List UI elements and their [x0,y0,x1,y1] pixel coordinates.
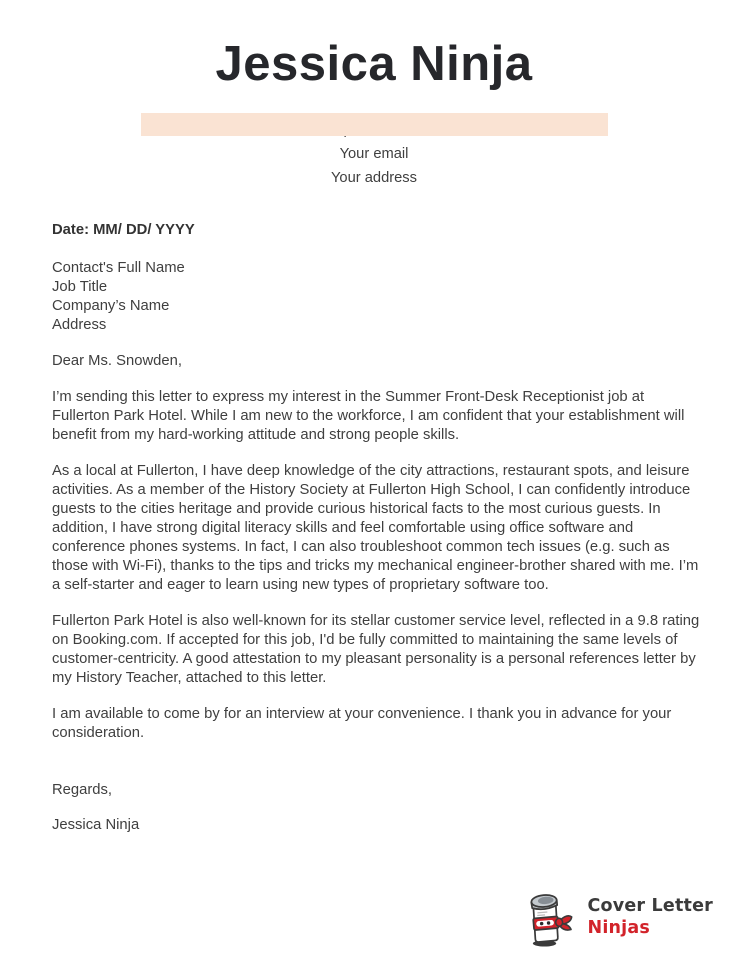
paragraph-company: Fullerton Park Hotel is also well-known for its stellar customer service level, reflected in a 9.8 rating on Booking.com. If accepted for this job, I'd be fully committed to maintaining the same levels of customer-centricity. A good attestation to my pleasant personality is a personal references letter by my History Teacher, attached to this letter. [52,613,700,686]
recipient-job-title: Job Title [52,279,108,295]
brand-logo [522,884,713,950]
recipient-address: Address [52,317,107,333]
salutation: Dear Ms. Snowden, [52,353,182,369]
signature: Jessica Ninja [52,817,140,833]
paragraph-intro: I’m sending this letter to express my interest in the Summer Front-Desk Receptionist job at Fullerton Park Hotel. While I am new to the workforce, I am confident that your establishment will benefit from my hard-working attitude and strong people skills. [52,389,685,443]
recipient-block [52,259,700,335]
brand-line1: Cover Letter [587,896,713,916]
letter-body [0,221,748,835]
paragraph-skills: As a local at Fullerton, I have deep knowledge of the city attractions, restaurant spots, and leisure activities. As a member of the History Society at Fullerton High School, I can confidently introduce guests to the cities heritage and provide curious historical facts to the most curious guests. In addition, I have strong digital literacy skills and feel comfortable using office software and conference phones systems. In fact, I can also troubleshoot common tech issues (e.g. such as those with Wi-Fi), thanks to the tips and tricks my mechanical engineer-brother shared with me. I’m a self-starter and eager to learn using new types of proprietary software too. [52,463,699,593]
title-highlight-band [141,113,608,136]
recipient-name: Contact's Full Name [52,260,185,276]
paragraph-availability: I am available to come by for an interview at your convenience. I thank you in advance for your consideration. [52,706,672,741]
address-placeholder: Your address [330,170,417,186]
letterhead [0,34,748,190]
page-title: Jessica Ninja [215,37,533,91]
date-line: Date: MM/ DD/ YYYY [52,222,195,238]
recipient-company: Company’s Name [52,298,170,314]
email-placeholder: Your email [339,146,409,162]
closing: Regards, [52,782,113,798]
brand-wordmark [587,895,713,939]
brand-line2: Ninjas [587,918,651,938]
ninja-scroll-icon [522,884,574,950]
